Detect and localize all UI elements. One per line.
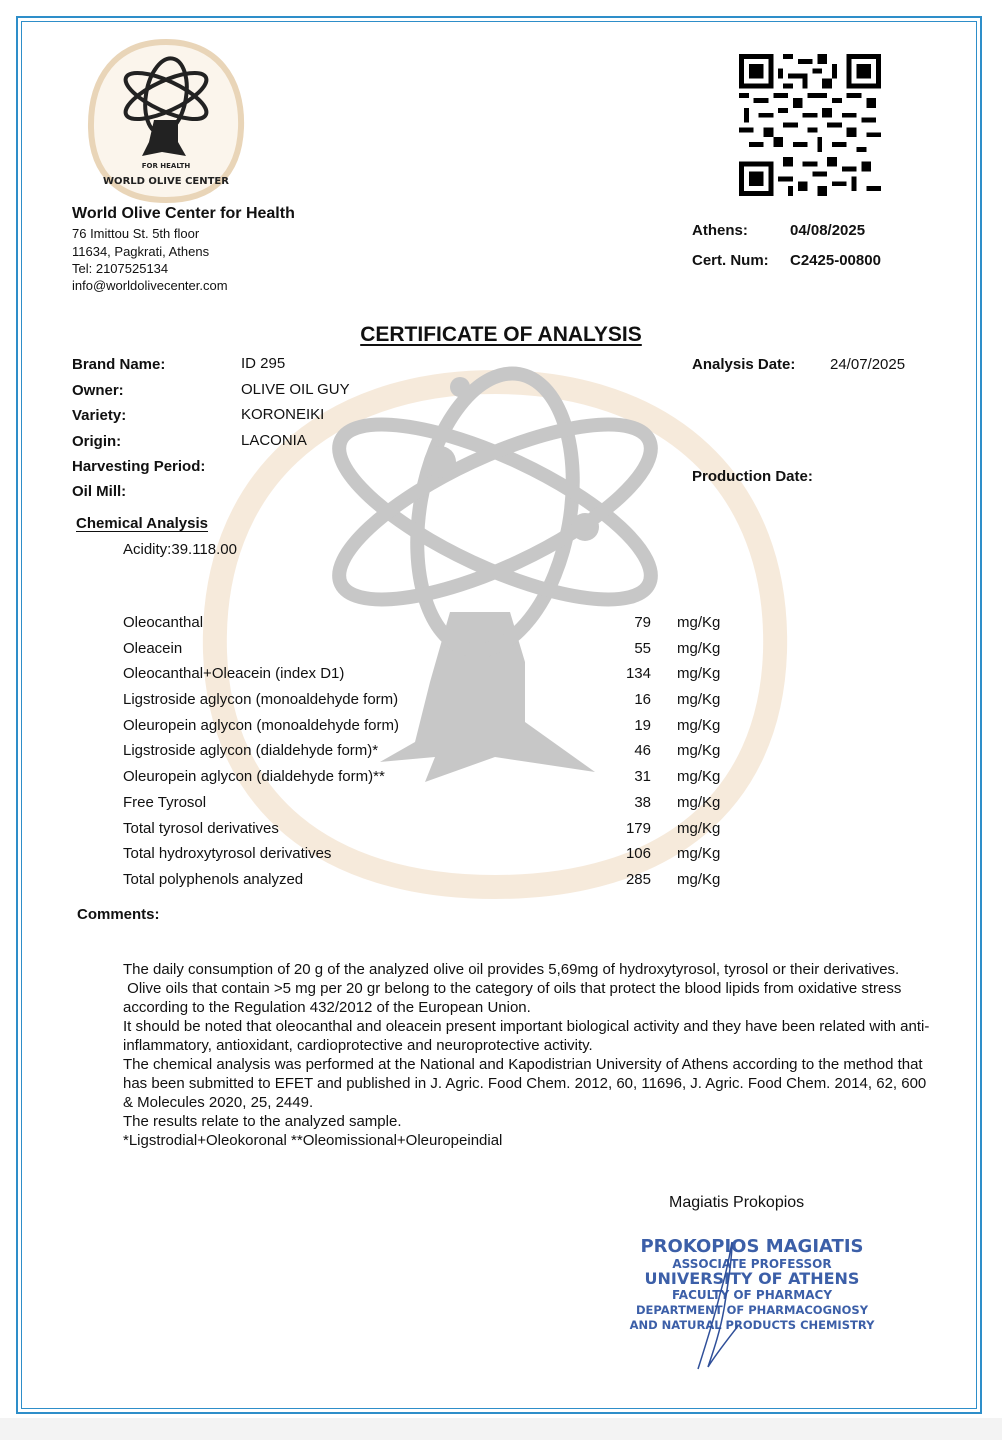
analysis-date-value: 24/07/2025 — [830, 356, 906, 373]
owner-value: OLIVE OIL GUY — [241, 381, 350, 398]
compound-unit: mg/Kg — [677, 742, 721, 760]
world-olive-center-logo — [86, 38, 246, 204]
compound-unit: mg/Kg — [677, 665, 721, 683]
address-line: 11634, Pagkrati, Athens — [72, 244, 210, 259]
compound-value: 55 — [634, 639, 651, 657]
table-row — [123, 820, 763, 846]
variety-label: Variety: — [72, 407, 127, 424]
comment-paragraph: Olive oils that contain >5 mg per 20 gr belong to the category of oils that protect the blood lipids from oxidative stress according to the Regulation 432/2012 of the European Union. — [123, 980, 906, 1016]
brand-label: Brand Name: — [72, 356, 166, 373]
compound-unit: mg/Kg — [677, 691, 721, 709]
table-row — [123, 742, 763, 768]
compound-value: 106 — [625, 845, 651, 863]
table-row — [123, 871, 763, 897]
table-row — [123, 717, 763, 743]
compound-name: Oleocanthal+Oleacein (index D1) — [123, 665, 345, 683]
comment-paragraph: The chemical analysis was performed at the National and Kapodistrian University of Athens according to the method that has been submitted to EFET and published in J. Agric. Food Chem. 2012, 60, 11696, J. Agric. Food Chem. 2014, 62, 600 & Molecules 2020, 25, 2449. — [123, 1056, 931, 1111]
compound-value: 31 — [634, 768, 651, 786]
stamp-line: UNIVERSITY OF ATHENS — [644, 1269, 860, 1288]
table-row — [123, 845, 763, 871]
comments-body — [123, 960, 935, 1150]
stamp-line: DEPARTMENT OF PHARMACOGNOSY — [635, 1303, 869, 1317]
chemical-analysis-heading: Chemical Analysis — [76, 515, 209, 532]
compound-value: 285 — [625, 870, 651, 888]
compound-value: 134 — [625, 665, 651, 683]
cert-num: C2425-00800 — [790, 252, 881, 269]
compound-value: 19 — [634, 716, 651, 734]
page-title — [0, 323, 1002, 347]
address-line: 76 Imittou St. 5th floor — [72, 226, 200, 241]
compound-value: 46 — [634, 742, 651, 760]
brand-value: ID 295 — [241, 355, 286, 372]
comment-paragraph: The daily consumption of 20 g of the analyzed olive oil provides 5,69mg of hydroxytyrosol, tyrosol or their derivatives. — [123, 961, 900, 978]
compound-name: Oleacein — [123, 639, 183, 657]
compound-unit: mg/Kg — [677, 614, 721, 631]
table-row — [123, 614, 763, 640]
compound-value: 79 — [634, 614, 651, 631]
cert-num-label: Cert. Num: — [692, 252, 769, 269]
compound-name: Ligstroside aglycon (dialdehyde form)* — [123, 742, 379, 760]
comments-heading: Comments: — [77, 906, 160, 923]
compound-unit: mg/Kg — [677, 870, 721, 888]
compound-value: 16 — [634, 691, 651, 709]
results-table — [123, 614, 763, 897]
phone-line: Tel: 2107525134 — [72, 261, 169, 276]
compound-value: 38 — [634, 793, 651, 811]
compound-unit: mg/Kg — [677, 819, 721, 837]
analysis-date-label: Analysis Date: — [692, 356, 796, 373]
oil-mill-label: Oil Mill: — [72, 483, 127, 500]
compound-unit: mg/Kg — [677, 639, 721, 657]
stamp-line: ASSOCIATE PROFESSOR — [672, 1257, 832, 1271]
compound-name: Oleocanthal — [123, 614, 204, 631]
compound-name: Total tyrosol derivatives — [123, 819, 279, 837]
official-stamp — [628, 1234, 888, 1374]
compound-name: Oleuropein aglycon (dialdehyde form)** — [123, 768, 385, 786]
table-row — [123, 665, 763, 691]
email-line: info@worldolivecenter.com — [72, 278, 228, 293]
origin-label: Origin: — [72, 433, 122, 450]
certificate-date: 04/08/2025 — [790, 222, 866, 239]
title-text: CERTIFICATE OF ANALYSIS — [360, 323, 642, 346]
comment-footnote: *Ligstrodial+Oleokoronal **Oleomissional+Oleuropeindial — [123, 1132, 503, 1149]
table-row — [123, 691, 763, 717]
comment-paragraph: The results relate to the analyzed sample. — [123, 1113, 402, 1130]
compound-unit: mg/Kg — [677, 716, 721, 734]
compound-name: Total hydroxytyrosol derivatives — [123, 845, 332, 863]
owner-label: Owner: — [72, 382, 124, 399]
table-row — [123, 640, 763, 666]
signer-name: Magiatis Prokopios — [669, 1194, 805, 1211]
svg-text:FOR HEALTH: FOR HEALTH — [141, 162, 191, 170]
organization-name: World Olive Center for Health — [72, 205, 295, 222]
athens-label: Athens: — [692, 222, 748, 239]
production-date-label: Production Date: — [692, 468, 813, 485]
acidity-value: Acidity:39.118.00 — [123, 541, 237, 558]
stamp-line: PROKOPIOS MAGIATIS — [640, 1236, 864, 1257]
svg-text:WORLD OLIVE CENTER: WORLD OLIVE CENTER — [103, 176, 229, 187]
harvest-label: Harvesting Period: — [72, 458, 206, 475]
variety-value: KORONEIKI — [241, 406, 325, 423]
compound-name: Ligstroside aglycon (monoaldehyde form) — [123, 691, 399, 709]
compound-unit: mg/Kg — [677, 768, 721, 786]
qr-code — [738, 54, 882, 196]
comment-paragraph: It should be noted that oleocanthal and oleacein present important biological activity and they have been related with anti-inflammatory, antioxidant, cardioprotective and neuroprotective activity. — [123, 1018, 930, 1054]
compound-unit: mg/Kg — [677, 793, 721, 811]
table-row — [123, 768, 763, 794]
compound-name: Free Tyrosol — [123, 793, 207, 811]
compound-unit: mg/Kg — [677, 845, 721, 863]
stamp-line: FACULTY OF PHARMACY — [671, 1288, 833, 1302]
compound-name: Oleuropein aglycon (monoaldehyde form) — [123, 716, 399, 734]
compound-value: 179 — [625, 819, 651, 837]
stamp-line: AND NATURAL PRODUCTS CHEMISTRY — [629, 1318, 875, 1332]
compound-name: Total polyphenols analyzed — [123, 870, 304, 888]
origin-value: LACONIA — [241, 432, 307, 449]
table-row — [123, 794, 763, 820]
